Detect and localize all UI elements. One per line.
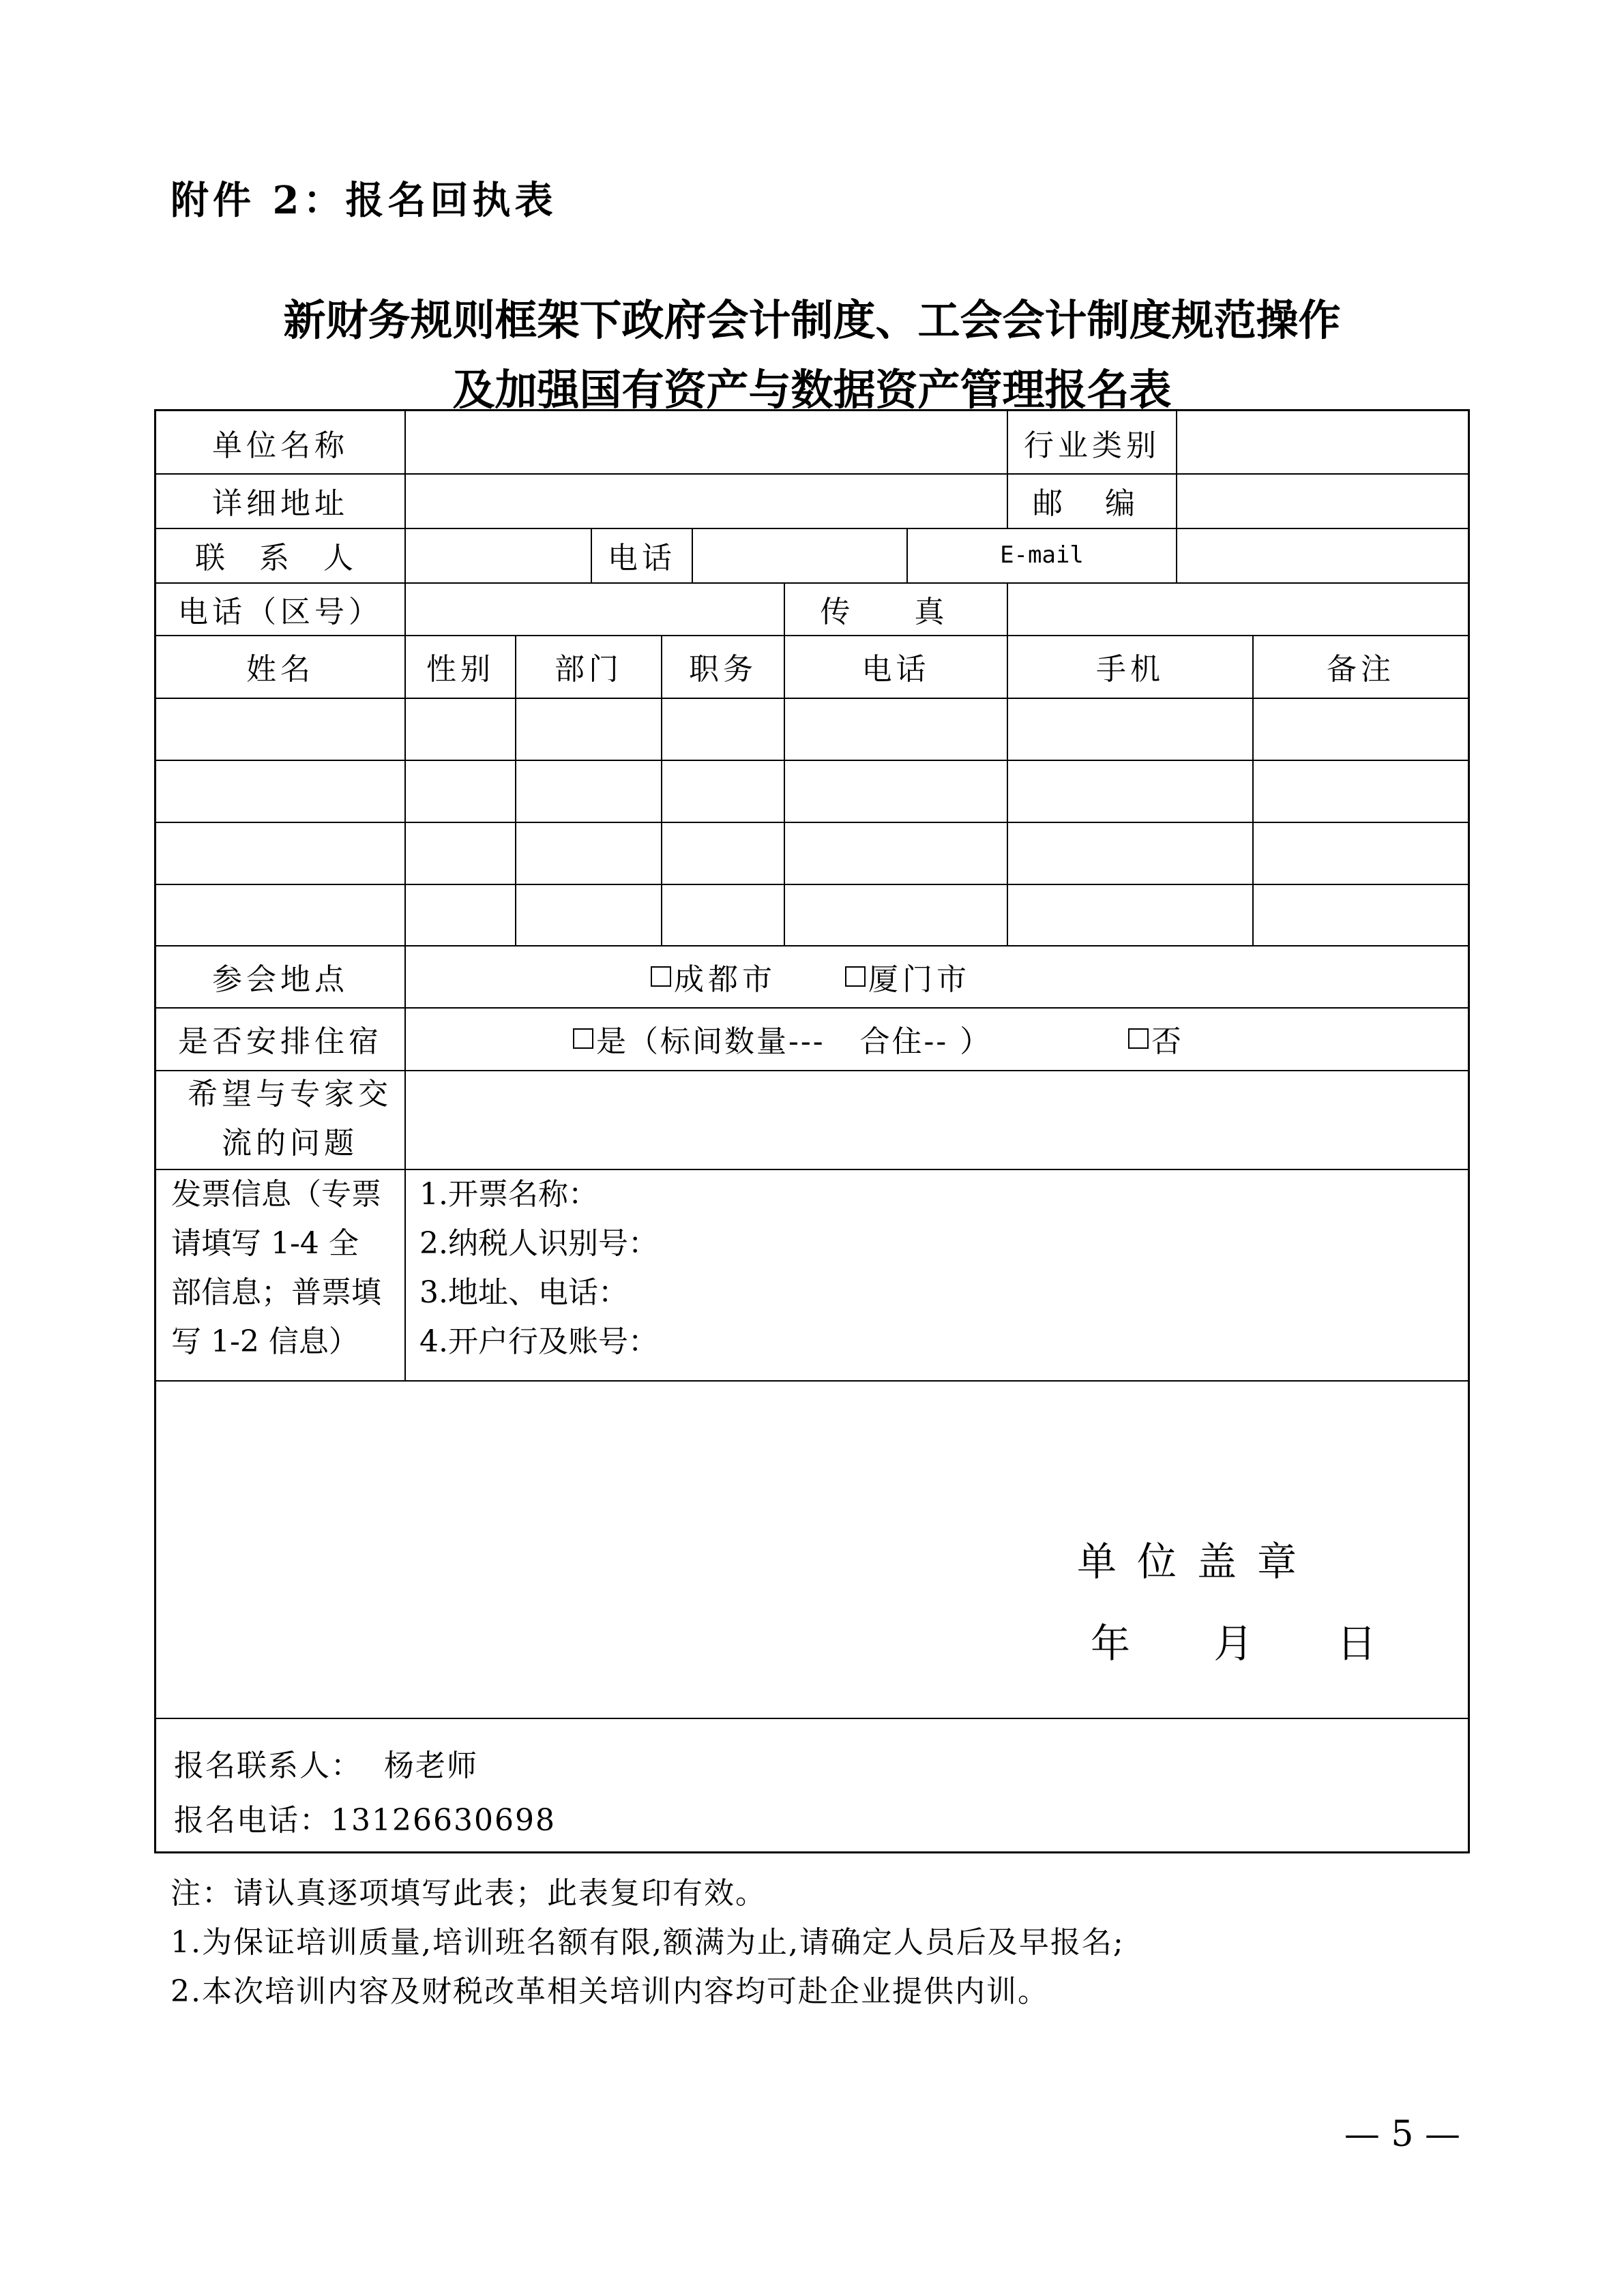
venue-option-label: 成都市 [674, 961, 776, 997]
col-mobile: 手机 [1096, 652, 1164, 687]
fax-label: 传 真 [820, 594, 972, 629]
note-line-2: 1.为保证培训质量,培训班名额有限,额满为止,请确定人员后及早报名; [171, 1925, 1125, 1960]
questions-field[interactable] [406, 1070, 1468, 1169]
invoice-item-name[interactable]: 1.开票名称： [419, 1177, 598, 1212]
invoice-item-bank[interactable]: 4.开户行及账号： [419, 1324, 658, 1359]
invoice-label [171, 1169, 403, 1367]
phone-area-label: 电话（区号） [178, 594, 383, 629]
registration-contact-phone: 报名电话：13126630698 [174, 1803, 556, 1838]
venue-option-chengdu[interactable] [651, 945, 869, 1007]
col-position: 职务 [689, 652, 757, 687]
email-label: E-mail [1000, 541, 1084, 569]
contact-person-field[interactable] [406, 528, 590, 582]
unit-name-label: 单位名称 [212, 428, 349, 463]
invoice-items[interactable] [419, 1169, 1443, 1367]
checkbox-icon[interactable] [651, 966, 671, 987]
questions-label-line2: 流的问题 [222, 1126, 358, 1161]
lodging-label: 是否安排住宿 [178, 1024, 383, 1059]
note-line-3: 2.本次培训内容及财税改革相关培训内容均可赴企业提供内训。 [171, 1974, 1049, 2009]
col-gender: 性别 [426, 652, 494, 687]
invoice-label-line: 发票信息（专票 [171, 1177, 381, 1212]
invoice-label-line: 请填写 1-4 全 [171, 1226, 359, 1261]
table-row[interactable] [156, 884, 1468, 945]
phone-area-field[interactable] [406, 582, 783, 635]
postcode-label: 邮 编 [1033, 486, 1151, 521]
lodging-yes-label: 是（标间数量--- 合住-- ） [596, 1024, 992, 1059]
phone-field[interactable] [693, 528, 906, 582]
col-phone: 电话 [861, 652, 930, 687]
table-row[interactable] [156, 698, 1468, 760]
form-title-line2: 及加强国有资产与数据资产管理报名表 [452, 365, 1172, 415]
checkbox-icon[interactable] [1128, 1028, 1149, 1049]
col-name: 姓名 [246, 652, 314, 687]
note-line-1: 注：请认真逐项填写此表；此表复印有效。 [171, 1876, 767, 1911]
unit-seal-text: 单位盖章 [1077, 1538, 1318, 1585]
invoice-label-line: 写 1-2 信息） [171, 1324, 359, 1359]
address-label: 详细地址 [212, 486, 349, 521]
industry-label: 行业类别 [1024, 428, 1160, 463]
venue-option-xiamen[interactable] [845, 945, 1063, 1007]
lodging-yes-option[interactable] [573, 1007, 1050, 1070]
registration-form [154, 409, 1470, 1853]
questions-label [175, 1070, 404, 1168]
venue-option-label: 厦门市 [868, 961, 971, 997]
postcode-field[interactable] [1177, 473, 1468, 528]
attachment-title: 附件 2：报名回执表 [171, 178, 557, 223]
address-field[interactable] [406, 473, 1006, 528]
invoice-item-address[interactable]: 3.地址、电话： [419, 1275, 628, 1310]
seal-date-text: 年 月 日 [1091, 1620, 1412, 1667]
invoice-item-taxid[interactable]: 2.纳税人识别号： [419, 1226, 658, 1261]
fax-field[interactable] [1008, 582, 1468, 635]
checkbox-icon[interactable] [573, 1028, 593, 1049]
form-title-line1: 新财务规则框架下政府会计制度、工会会计制度规范操作 [283, 295, 1341, 345]
page-number: — 5 — [1344, 2114, 1460, 2155]
venue-label: 参会地点 [212, 961, 349, 997]
phone-label: 电话 [608, 541, 676, 576]
col-department: 部门 [555, 652, 623, 687]
table-row[interactable] [156, 822, 1468, 884]
checkbox-icon[interactable] [845, 966, 866, 987]
col-remarks: 备注 [1327, 652, 1395, 687]
registration-contact-person: 报名联系人： 杨老师 [174, 1748, 478, 1783]
lodging-no-label: 否 [1151, 1024, 1181, 1059]
industry-field[interactable] [1177, 411, 1468, 473]
questions-label-line1: 希望与专家交 [188, 1077, 392, 1112]
lodging-no-option[interactable] [1128, 1007, 1230, 1070]
table-row[interactable] [156, 760, 1468, 822]
email-field[interactable] [1177, 528, 1468, 582]
invoice-label-line: 部信息；普票填 [171, 1275, 381, 1310]
contact-person-label: 联 系 人 [195, 541, 366, 576]
unit-name-field[interactable] [406, 411, 1006, 473]
